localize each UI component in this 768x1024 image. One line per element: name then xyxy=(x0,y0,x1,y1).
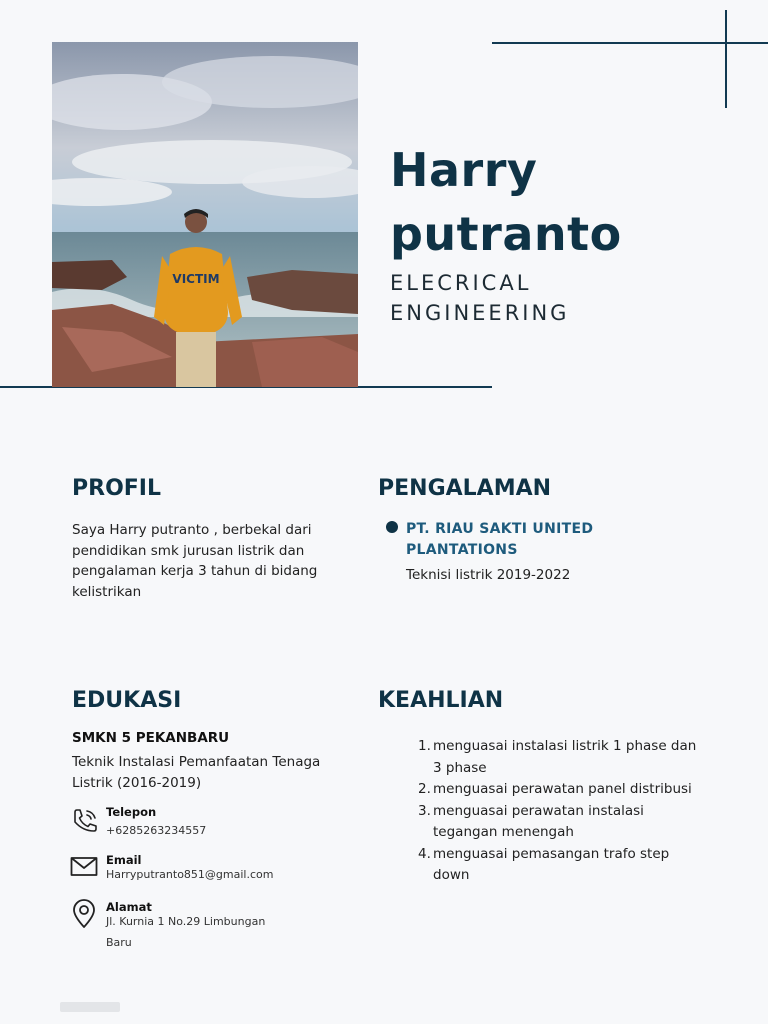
person-name xyxy=(390,138,750,266)
keahlian-heading: KEAHLIAN xyxy=(378,688,504,713)
phone-label: Telepon xyxy=(106,805,157,819)
experience-role: Teknisi listrik 2019-2022 xyxy=(406,567,571,583)
name-last: putranto xyxy=(390,207,622,261)
skill-text: menguasai pemasangan trafo step down xyxy=(433,845,670,883)
page-shadow xyxy=(60,1002,120,1012)
phone-icon xyxy=(70,806,100,840)
location-pin-icon xyxy=(70,899,98,933)
list-item xyxy=(418,736,698,779)
education-detail: Teknik Instalasi Pemanfaatan Tenaga Listrik (2016-2019) xyxy=(72,754,321,791)
profile-photo xyxy=(52,42,358,387)
email-value[interactable]: Harryputranto851@gmail.com xyxy=(106,868,274,881)
skill-number: 2. xyxy=(418,781,431,797)
edukasi-heading: EDUKASI xyxy=(72,688,182,713)
address-value: Jl. Kurnia 1 No.29 Limbungan Baru xyxy=(106,915,266,949)
skills-list xyxy=(418,736,698,887)
list-item xyxy=(418,779,698,801)
profil-text: Saya Harry putranto , berbekal dari pendidikan smk jurusan listrik dan pengalaman kerja 3 tahun di bidang kelistrikan xyxy=(72,522,318,600)
skill-text: menguasai instalasi listrik 1 phase dan 3 phase xyxy=(433,738,697,776)
email-label: Email xyxy=(106,853,142,867)
name-first: Harry xyxy=(390,143,538,197)
profil-heading: PROFIL xyxy=(72,476,161,501)
bullet-icon xyxy=(386,521,398,533)
list-item xyxy=(418,801,698,844)
skill-number: 1. xyxy=(418,738,431,754)
education-school: SMKN 5 PEKANBARU xyxy=(72,730,230,746)
address-label: Alamat xyxy=(106,900,152,914)
skill-number: 4. xyxy=(418,845,431,862)
experience-company-line1: PT. RIAU SAKTI UNITED xyxy=(406,521,594,537)
pengalaman-heading: PENGALAMAN xyxy=(378,476,552,501)
experience-company xyxy=(406,519,636,560)
job-title-line1: ELECRICAL xyxy=(390,271,532,295)
shirt-text: VICTIM xyxy=(172,272,220,286)
job-title xyxy=(390,268,750,328)
skill-text: menguasai perawatan panel distribusi xyxy=(433,781,692,797)
decorative-line-vertical xyxy=(725,10,727,108)
envelope-icon xyxy=(70,856,98,882)
phone-value[interactable]: +6285263234557 xyxy=(106,824,207,837)
list-item xyxy=(418,844,698,887)
experience-company-line2: PLANTATIONS xyxy=(406,541,518,558)
job-title-line2: ENGINEERING xyxy=(390,301,570,325)
skill-text: menguasai perawatan instalasi tegangan menengah xyxy=(433,802,644,840)
skill-number: 3. xyxy=(418,802,431,819)
